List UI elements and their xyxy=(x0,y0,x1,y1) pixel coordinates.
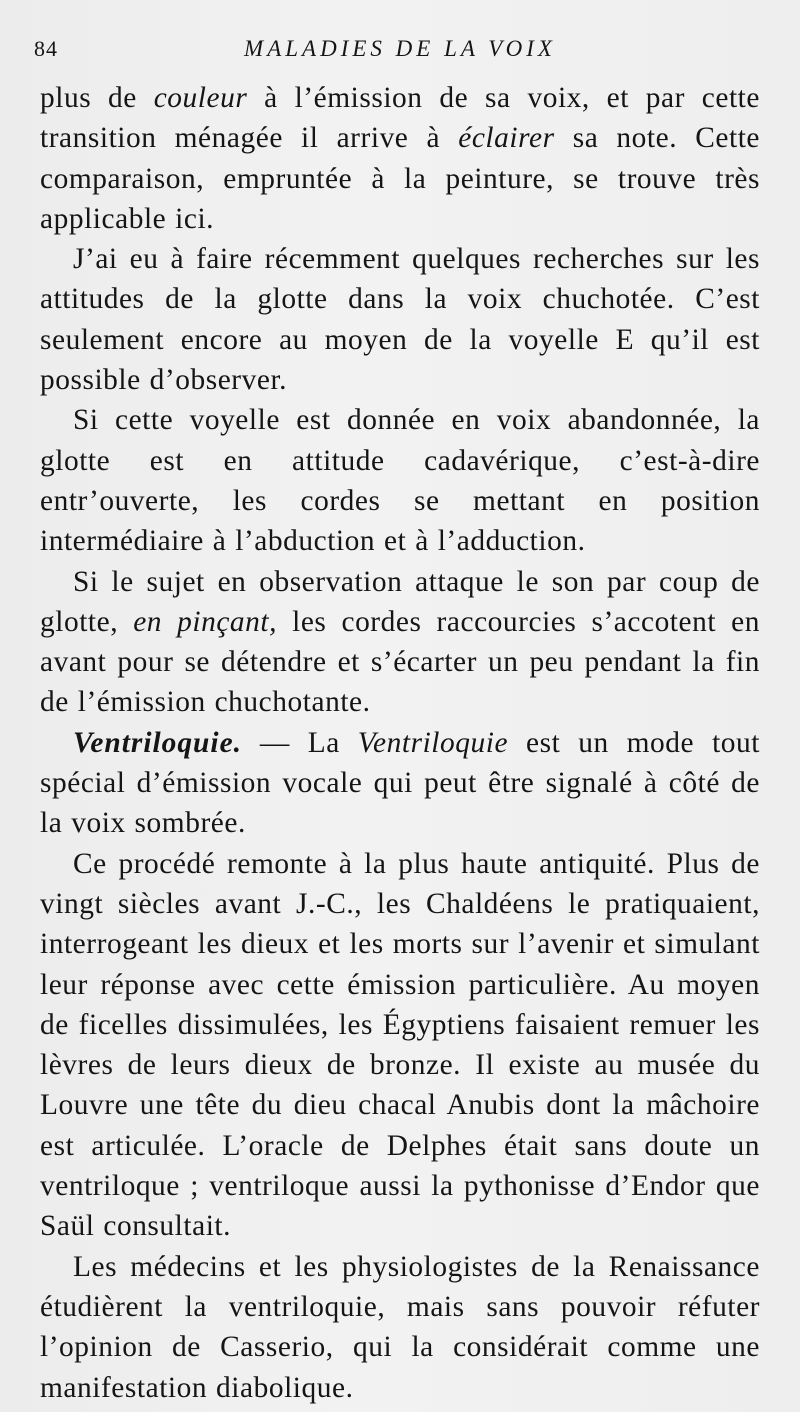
emphasis-couleur: couleur xyxy=(153,82,248,114)
body-text xyxy=(40,78,760,1408)
paragraph-renaissance: Les médecins et les physiologistes de la Renaissance étudièrent la ventriloquie, mais sans pouvoir réfuter l’opinion de Casserio, qui la considérait comme une manifestation diabolique. xyxy=(40,1250,760,1404)
emphasis-eclairer: éclairer xyxy=(458,122,555,155)
paragraph-coup-de-glotte: Si le sujet en observation attaque le son par coup de glotte, en pinçant, les cordes raccourcies s’accotent en avant pour se détendre et s’écarter un peu pendant la fin de l’émission chuchotante. xyxy=(40,565,760,719)
running-title: MALADIES DE LA VOIX xyxy=(244,36,556,61)
paragraph-ventriloquie: Ventriloquie. — La Ventriloquie est un mode tout spécial d’émission vocale qui peut être signalé à côté de la voix sombrée. xyxy=(40,726,760,840)
paragraph-voix-chuchotee: J’ai eu à faire récemment quelques recherches sur les attitudes de la glotte dans la voix chuchotée. C’est seulement encore au moyen de la voyelle E qu’il est possible d’observer. xyxy=(40,243,760,397)
emphasis-ventriloquie: Ventriloquie xyxy=(357,726,509,759)
paragraph-antiquite: Ce procédé remonte à la plus haute antiquité. Plus de vingt siècles avant J.-C., les Chaldéens le pratiquaient, interrogeant les dieux et les morts sur l’avenir et simulant leur réponse avec cette émission particulière. Au moyen de ficelles dissimulées, les Égyptiens faisaient remuer les lèvres de leurs dieux de bronze. Il existe au musée du Louvre une tête du dieu chacal Anubis dont la mâchoire est articulée. L’oracle de Delphes était sans doute un ventriloque ; ventriloque aussi la pythonisse d’Endor que Saül consultait. xyxy=(40,847,760,1243)
paragraph-couleur: plus de couleur à l’émission de sa voix, et par cette transition ménagée il arrive à éclairer sa note. Cette comparaison, empruntée à la peinture, se trouve très applicable ici. xyxy=(40,82,760,235)
page-number: 84 xyxy=(34,36,58,61)
section-heading-ventriloquie: Ventriloquie. xyxy=(73,726,242,759)
page-header xyxy=(0,36,800,66)
emphasis-en-pincant: en pinçant, xyxy=(133,605,278,638)
paragraph-voix-abandonnee: Si cette voyelle est donnée en voix abandonnée, la glotte est en attitude cadavérique, c’est-à-dire entr’ouverte, les cordes se mettant en position intermédiaire à l’abduction et à l’adduction. xyxy=(40,404,760,558)
